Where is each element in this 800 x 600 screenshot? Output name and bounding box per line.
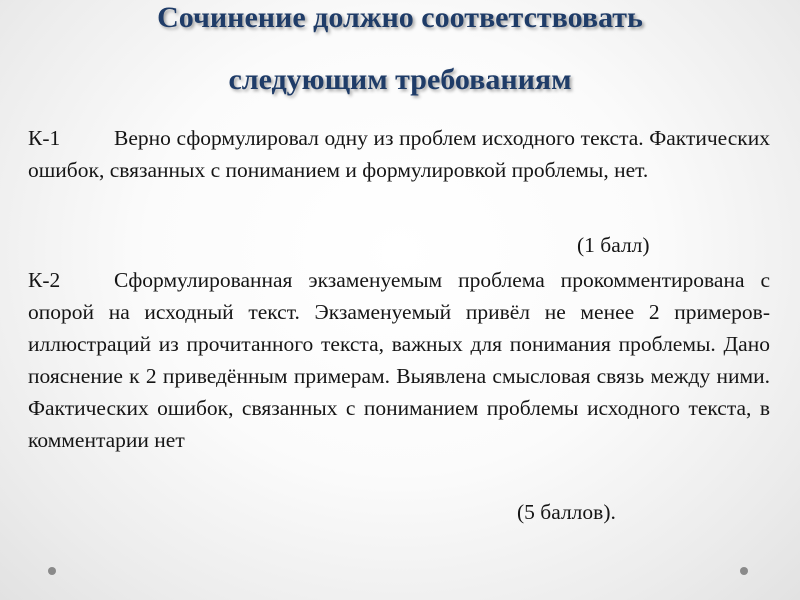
criterion-k2-text: Сформулированная экзаменуемым проблема прокомментирована с опорой на исходный текст. Экзаменуемый привёл не менее 2 примеров-иллюстраций из прочитанного текста, важных для понимания проблемы. Дано пояснение к 2 приведённым примерам. Выявлена смысловая связь между ними. Фактических ошибок, связанных с пониманием проблемы исходного текста, в комментарии нет [28,268,770,452]
criterion-k1-text: Верно сформулировал одну из проблем исходного текста. Фактических ошибок, связанных с пониманием и формулировкой проблемы, нет. [28,126,770,182]
bullet-dot-right [740,567,748,575]
slide-title-line-1: Сочинение должно соответствовать [157,1,643,34]
criterion-k2-code: К-2 [28,268,61,292]
criterion-k2-score: (5 баллов). [517,500,616,524]
criterion-k1 [28,122,770,186]
slide-title-line-2: следующим требованиям [228,63,572,96]
bullet-dot-left [48,567,56,575]
criterion-k2 [28,264,770,456]
criterion-k1-score: (1 балл) [577,233,650,257]
criterion-k1-code: К-1 [28,126,61,150]
